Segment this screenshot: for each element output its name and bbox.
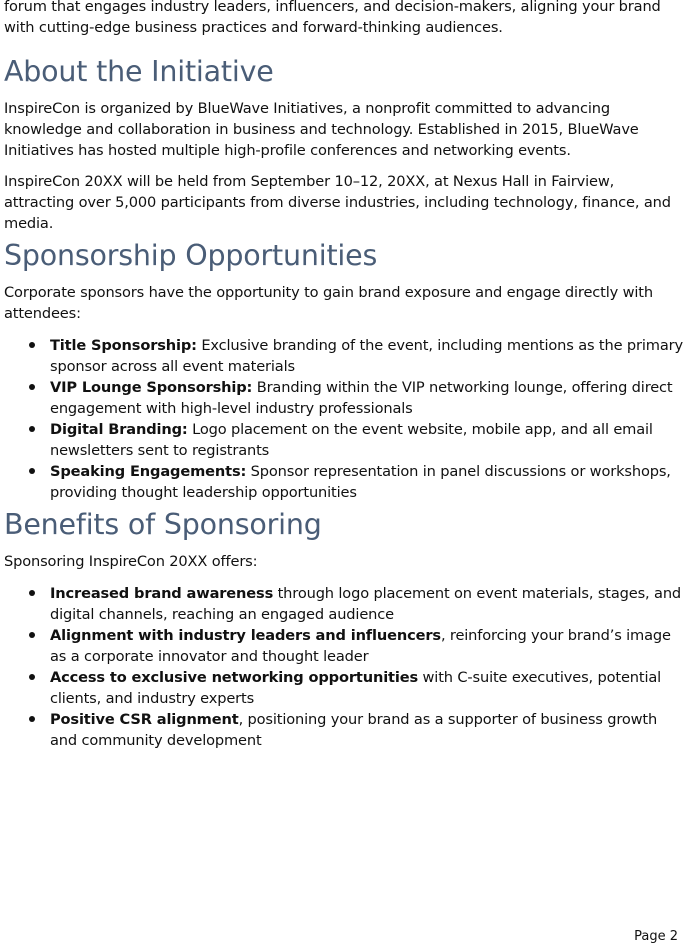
bullet-icon xyxy=(29,426,35,432)
item-text: Sponsor representation in panel discussions or workshops, providing thought leadership opportunities xyxy=(50,463,671,501)
bullet-icon xyxy=(29,632,35,638)
list-item xyxy=(4,335,687,377)
list-item xyxy=(4,377,687,419)
item-text: , reinforcing your brand’s image as a corporate innovator and thought leader xyxy=(50,627,671,665)
benefits-heading: Benefits of Sponsoring xyxy=(4,508,322,541)
item-text: with C-suite executives, potential clients, and industry experts xyxy=(50,669,662,707)
page-content xyxy=(4,0,687,751)
item-text: through logo placement on event materials, stages, and digital channels, reaching an engaged audience xyxy=(50,585,682,623)
item-title: Digital Branding: xyxy=(50,421,188,438)
benefits-intro: Sponsoring InspireCon 20XX offers: xyxy=(4,553,258,570)
sponsorship-intro: Corporate sponsors have the opportunity to gain brand exposure and engage directly with attendees: xyxy=(4,284,653,322)
item-title: Alignment with industry leaders and influencers xyxy=(50,627,441,644)
item-text: Exclusive branding of the event, including mentions as the primary sponsor across all event materials xyxy=(50,337,683,375)
intro-paragraph: forum that engages industry leaders, influencers, and decision-makers, aligning your brand with cutting-edge business practices and forward-thinking audiences. xyxy=(4,0,661,36)
list-item xyxy=(4,461,687,503)
item-title: Increased brand awareness xyxy=(50,585,274,602)
item-title: Speaking Engagements: xyxy=(50,463,247,480)
bullet-icon xyxy=(29,674,35,680)
list-item xyxy=(4,419,687,461)
bullet-icon xyxy=(29,590,35,596)
list-item xyxy=(4,709,687,751)
item-text: , positioning your brand as a supporter of business growth and community development xyxy=(50,711,658,749)
item-title: Title Sponsorship: xyxy=(50,337,197,354)
item-title: VIP Lounge Sponsorship: xyxy=(50,379,253,396)
sponsorship-heading: Sponsorship Opportunities xyxy=(4,239,378,272)
item-text: Branding within the VIP networking lounge, offering direct engagement with high-level industry professionals xyxy=(50,379,673,417)
item-text: Logo placement on the event website, mobile app, and all email newsletters sent to registrants xyxy=(50,421,653,459)
bullet-icon xyxy=(29,384,35,390)
about-paragraph-1: InspireCon is organized by BlueWave Initiatives, a nonprofit committed to advancing knowledge and collaboration in business and technology. Established in 2015, BlueWave Initiatives has hosted multiple high-profile conferences and networking events. xyxy=(4,100,639,159)
list-item xyxy=(4,625,687,667)
item-title: Access to exclusive networking opportunities xyxy=(50,669,419,686)
bullet-icon xyxy=(29,342,35,348)
list-item xyxy=(4,583,687,625)
benefits-list xyxy=(4,583,687,751)
page-number: Page 2 xyxy=(634,929,678,944)
list-item xyxy=(4,667,687,709)
about-heading: About the Initiative xyxy=(4,55,274,88)
sponsorship-list xyxy=(4,335,687,503)
about-paragraph-2: InspireCon 20XX will be held from September 10–12, 20XX, at Nexus Hall in Fairview, attracting over 5,000 participants from diverse industries, including technology, finance, and media. xyxy=(4,173,671,232)
bullet-icon xyxy=(29,468,35,474)
bullet-icon xyxy=(29,716,35,722)
item-title: Positive CSR alignment xyxy=(50,711,239,728)
